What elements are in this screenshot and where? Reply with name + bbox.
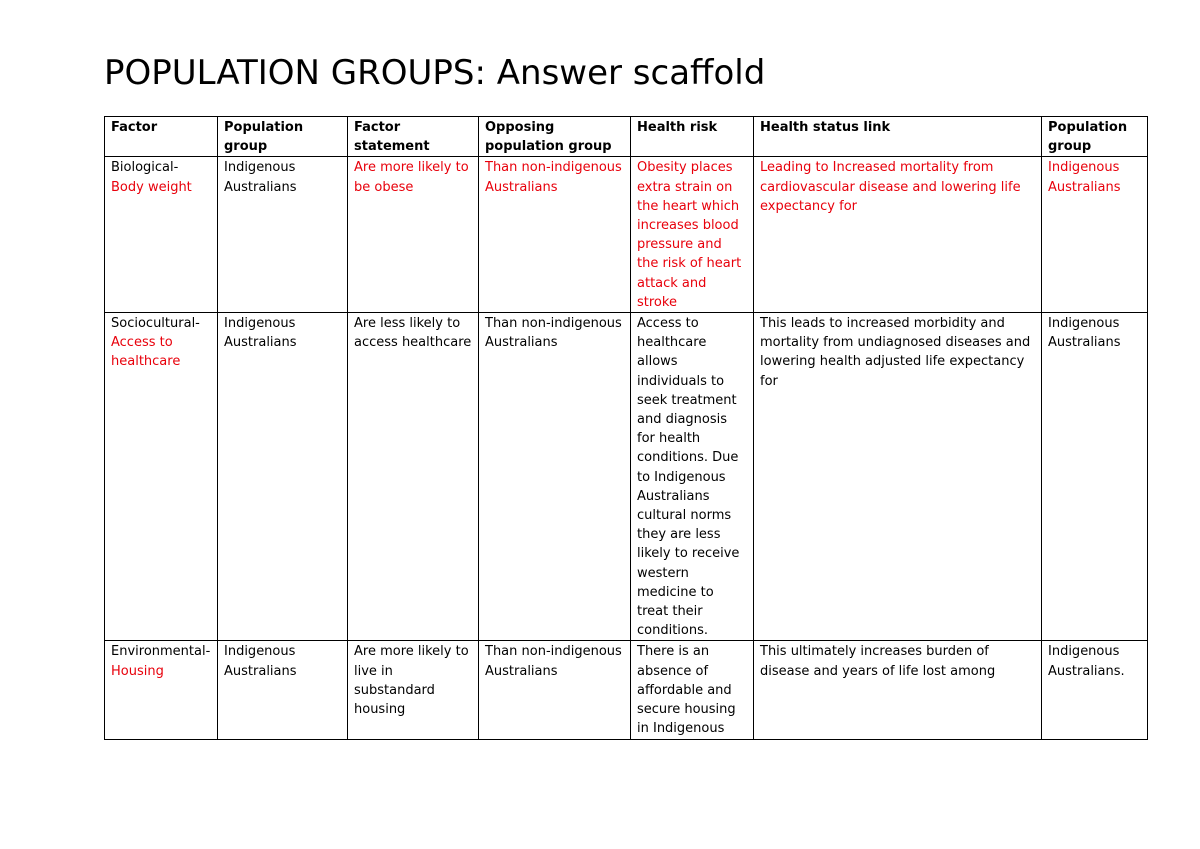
cell-population-group-end: Indigenous Australians [1042, 313, 1148, 641]
factor-prefix: Sociocultural- [111, 316, 200, 332]
cell-factor [105, 313, 218, 641]
cell-population-group: Indigenous Australians [218, 641, 348, 739]
header-health-risk: Health risk [631, 117, 754, 157]
header-factor: Factor [105, 117, 218, 157]
cell-health-status-link: This leads to increased morbidity and mortality from undiagnosed diseases and lowering health adjusted life expectancy for [754, 313, 1042, 641]
table-row [105, 313, 1148, 641]
header-population-group-end: Population group [1042, 117, 1148, 157]
page-title: POPULATION GROUPS: Answer scaffold [104, 53, 766, 93]
cell-population-group: Indigenous Australians [218, 313, 348, 641]
cell-population-group-end: Indigenous Australians [1042, 157, 1148, 313]
cell-factor [105, 641, 218, 739]
header-opposing-population-group: Opposing population group [479, 117, 631, 157]
header-population-group: Population group [218, 117, 348, 157]
cell-population-group: Indigenous Australians [218, 157, 348, 313]
answer-scaffold-table [104, 116, 1148, 740]
cell-health-status-link: This ultimately increases burden of disease and years of life lost among [754, 641, 1042, 739]
table-row [105, 641, 1148, 739]
header-health-status-link: Health status link [754, 117, 1042, 157]
cell-opposing-group: Than non-indigenous Australians [479, 313, 631, 641]
cell-health-risk: There is an absence of affordable and secure housing in Indigenous [631, 641, 754, 739]
cell-factor [105, 157, 218, 313]
cell-factor-statement: Are more likely to be obese [348, 157, 479, 313]
cell-health-risk: Obesity places extra strain on the heart which increases blood pressure and the risk of heart attack and stroke [631, 157, 754, 313]
factor-detail: Access to healthcare [111, 335, 181, 370]
cell-opposing-group: Than non-indigenous Australians [479, 157, 631, 313]
cell-opposing-group: Than non-indigenous Australians [479, 641, 631, 739]
cell-factor-statement: Are less likely to access healthcare [348, 313, 479, 641]
factor-detail: Body weight [111, 179, 192, 195]
cell-population-group-end: Indigenous Australians. [1042, 641, 1148, 739]
table-header-row [105, 117, 1148, 157]
cell-health-risk: Access to healthcare allows individuals to seek treatment and diagnosis for health conditions. Due to Indigenous Australians cultural norms they are less likely to receive western medicine to treat their conditions. [631, 313, 754, 641]
cell-health-status-link: Leading to Increased mortality from cardiovascular disease and lowering life expectancy for [754, 157, 1042, 313]
cell-factor-statement: Are more likely to live in substandard housing [348, 641, 479, 739]
factor-prefix: Environmental- [111, 644, 211, 660]
header-factor-statement: Factor statement [348, 117, 479, 157]
table-row [105, 157, 1148, 313]
factor-prefix: Biological- [111, 160, 179, 176]
factor-detail: Housing [111, 663, 164, 679]
